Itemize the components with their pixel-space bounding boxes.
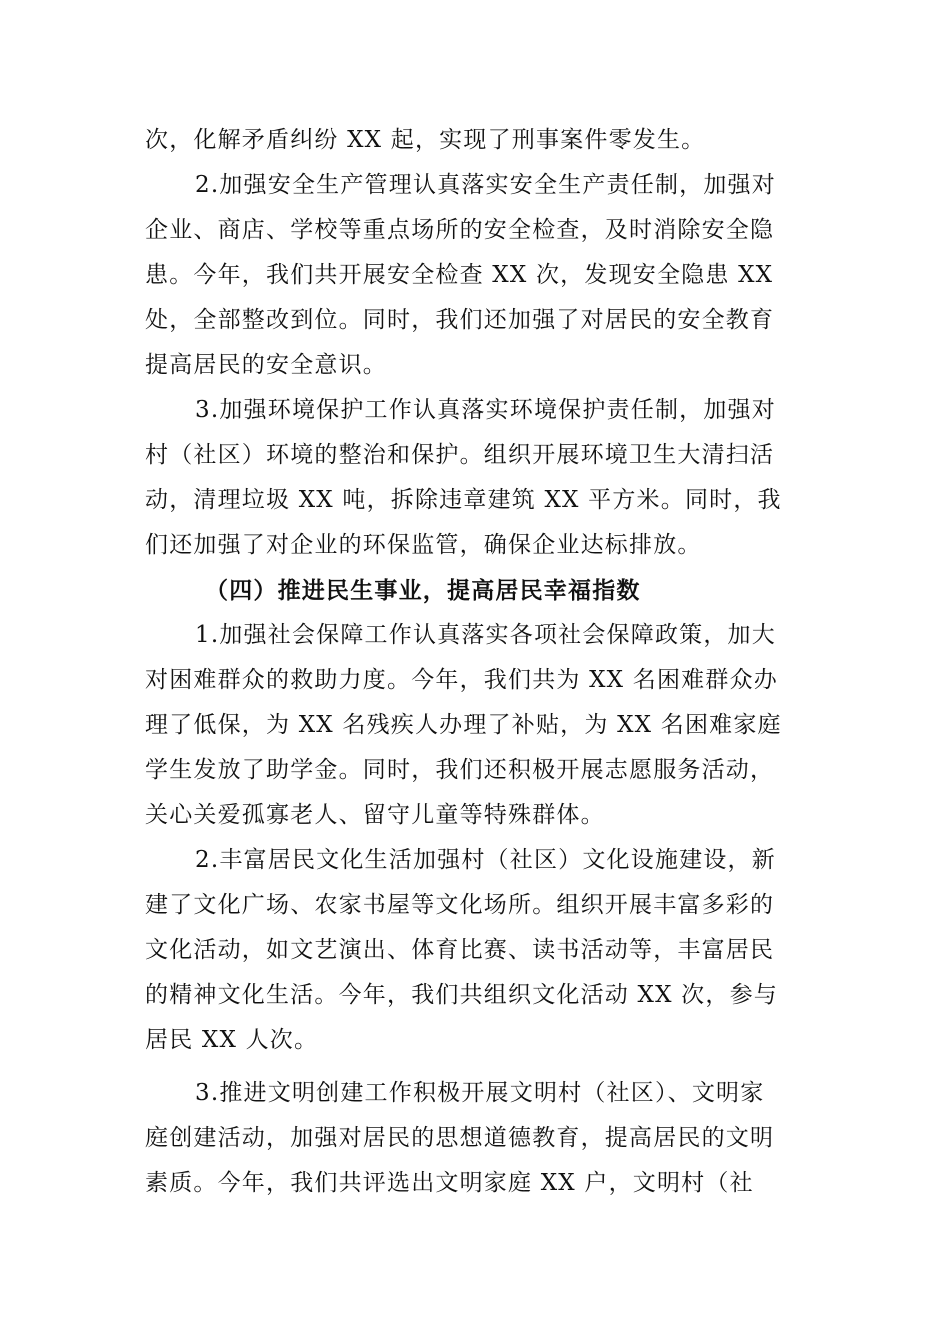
paragraph-line: 3.推进文明创建工作积极开展文明村（社区）、文明家 — [195, 1080, 765, 1106]
paragraph-line: 提高居民的安全意识。 — [145, 352, 387, 378]
paragraph-line: 们还加强了对企业的环保监管，确保企业达标排放。 — [145, 532, 702, 558]
paragraph-line: 次，化解矛盾纠纷 XX 起，实现了刑事案件零发生。 — [145, 127, 706, 153]
paragraph-line: 素质。今年，我们共评选出文明家庭 XX 户，文明村（社 — [145, 1170, 754, 1196]
paragraph-gap — [145, 1063, 807, 1071]
paragraph-line: 2.加强安全生产管理认真落实安全生产责任制，加强对 — [195, 172, 776, 198]
paragraph-line: 3.加强环境保护工作认真落实环境保护责任制，加强对 — [195, 397, 776, 423]
paragraph-line: 2.丰富居民文化生活加强村（社区）文化设施建设，新 — [195, 847, 776, 873]
paragraph-line: 理了低保，为 XX 名残疾人办理了补贴，为 XX 名困难家庭 — [145, 712, 782, 738]
paragraph-line: 文化活动，如文艺演出、体育比赛、读书活动等，丰富居民 — [145, 937, 775, 963]
paragraph-line: 村（社区）环境的整治和保护。组织开展环境卫生大清扫活 — [145, 442, 775, 468]
paragraph-line: 学生发放了助学金。同时，我们还积极开展志愿服务活动， — [145, 757, 775, 783]
paragraph-line: 对困难群众的救助力度。今年，我们共为 XX 名困难群众办 — [145, 667, 778, 693]
paragraph-line: 庭创建活动，加强对居民的思想道德教育，提高居民的文明 — [145, 1125, 775, 1151]
paragraph-line: 1.加强社会保障工作认真落实各项社会保障政策，加大 — [195, 622, 776, 648]
paragraph-line: 处，全部整改到位。同时，我们还加强了对居民的安全教育 — [145, 307, 775, 333]
paragraph-line: 建了文化广场、农家书屋等文化场所。组织开展丰富多彩的 — [145, 892, 775, 918]
paragraph-line: 患。今年，我们共开展安全检查 XX 次，发现安全隐患 XX — [145, 262, 774, 288]
paragraph-line: 企业、商店、学校等重点场所的安全检查，及时消除安全隐 — [145, 217, 775, 243]
paragraph-line: 的精神文化生活。今年，我们共组织文化活动 XX 次，参与 — [145, 982, 778, 1008]
section-heading: （四）推进民生事业，提高居民幸福指数 — [205, 577, 641, 604]
paragraph-line: 居民 XX 人次。 — [145, 1027, 319, 1053]
paragraph-line: 动，清理垃圾 XX 吨，拆除违章建筑 XX 平方米。同时，我 — [145, 487, 782, 513]
document-body — [145, 118, 807, 1206]
paragraph-line: 关心关爱孤寡老人、留守儿童等特殊群体。 — [145, 802, 605, 828]
